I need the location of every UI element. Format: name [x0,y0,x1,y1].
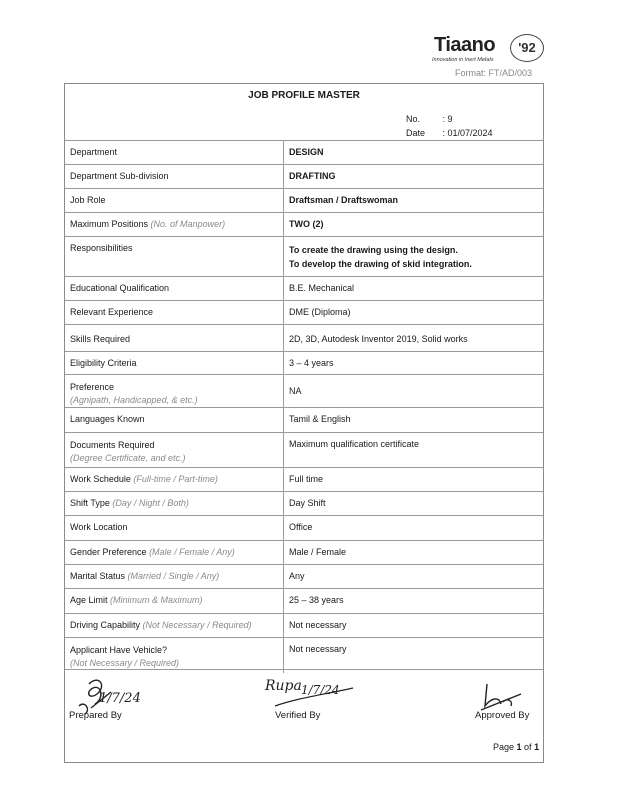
responsibility-line: To create the drawing using the design. [289,245,458,255]
verified-name: Rupa [265,678,302,694]
row-label: Applicant Have Vehicle? (Not Necessary / Required) [65,638,284,673]
row-value: Office [284,516,544,541]
row-value: 3 – 4 years [284,352,544,375]
table-row [65,468,543,492]
row-label: Eligibility Criteria [65,352,284,375]
table-row [65,492,543,516]
table-row [65,189,543,213]
row-label: Work Schedule (Full-time / Part-time) [65,468,284,492]
row-value: Any [284,565,544,589]
row-value: Maximum qualification certificate [284,433,544,468]
row-value: Day Shift [284,492,544,516]
brand-name: Tiaano [434,34,496,56]
table-row [65,277,543,301]
anniversary-seal: '92 [510,34,544,62]
table-row [65,408,543,433]
row-value: DRAFTING [284,165,544,189]
signature-section [65,669,543,763]
row-value: 25 – 38 years [284,589,544,614]
doc-number-value: : 9 [442,114,453,124]
table-row [65,141,543,165]
row-label: Work Location [65,516,284,541]
table-row [65,375,543,408]
row-label: Shift Type (Day / Night / Both) [65,492,284,516]
row-hint: (Not Necessary / Required) [142,620,252,630]
table-row [65,325,543,352]
row-value: B.E. Mechanical [284,277,544,301]
document-title: JOB PROFILE MASTER [248,90,360,101]
row-label: Maximum Positions (No. of Manpower) [65,213,284,237]
row-value: Draftsman / Draftswoman [284,189,544,213]
doc-date-label: Date [406,128,426,138]
row-hint: (Day / Night / Both) [112,498,189,508]
prepared-by-label: Prepared By [69,710,122,721]
table-row [65,352,543,375]
row-label: Driving Capability (Not Necessary / Required) [65,614,284,638]
table-row [65,638,543,673]
row-label: Educational Qualification [65,277,284,301]
row-label: Documents Required (Degree Certificate, and etc.) [65,433,284,468]
row-hint: (Married / Single / Any) [127,571,220,581]
prepared-date: 1/7/24 [99,691,141,706]
row-label: Department Sub-division [65,165,284,189]
row-label: Languages Known [65,408,284,433]
row-value [284,237,544,277]
row-label: Relevant Experience [65,301,284,325]
row-hint: (Male / Female / Any) [149,547,235,557]
table-row [65,433,543,468]
row-label: Skills Required [65,325,284,352]
table-row [65,213,543,237]
verified-by-label: Verified By [275,710,321,721]
table-row [65,301,543,325]
row-value: NA [284,375,544,408]
row-value: TWO (2) [284,213,544,237]
row-value: Not necessary [284,614,544,638]
row-value: Male / Female [284,541,544,565]
row-label: Marital Status (Married / Single / Any) [65,565,284,589]
doc-date-value: : 01/07/2024 [442,128,493,138]
approved-by-label: Approved By [475,710,530,721]
format-code: Format: FT/AD/003 [455,68,533,78]
table-row [65,589,543,614]
job-profile-table [65,140,543,673]
row-value: DESIGN [284,141,544,165]
table-row [65,541,543,565]
doc-number-label: No. [406,114,421,124]
table-row [65,516,543,541]
row-hint: (Degree Certificate, and etc.) [70,453,186,463]
row-label: Job Role [65,189,284,213]
row-label: Age Limit (Minimum & Maximum) [65,589,284,614]
row-hint: (Full-time / Part-time) [133,474,218,484]
doc-number [406,114,453,124]
doc-date [406,128,493,138]
row-label: Responsibilities [65,237,284,277]
row-hint: (No. of Manpower) [150,219,226,229]
table-row [65,565,543,589]
row-hint: (Minimum & Maximum) [110,595,203,605]
brand-tagline: Innovation in Inert Metals [432,57,494,63]
row-label: Department [65,141,284,165]
row-value: DME (Diploma) [284,301,544,325]
page-number: Page 1 of 1 [493,742,540,752]
job-profile-sheet [64,83,544,763]
row-label: Preference (Agnipath, Handicapped, & etc.) [65,375,284,408]
row-hint: (Agnipath, Handicapped, & etc.) [70,395,198,405]
row-value: Full time [284,468,544,492]
row-label: Gender Preference (Male / Female / Any) [65,541,284,565]
row-value: Not necessary [284,638,544,673]
table-row [65,165,543,189]
table-row [65,237,543,277]
row-hint: (Not Necessary / Required) [70,658,180,668]
row-value: 2D, 3D, Autodesk Inventor 2019, Solid works [284,325,544,352]
row-value: Tamil & English [284,408,544,433]
company-logo [428,28,548,68]
table-row [65,614,543,638]
responsibility-line: To develop the drawing of skid integration. [289,259,472,269]
verified-date: 1/7/24 [301,683,340,697]
